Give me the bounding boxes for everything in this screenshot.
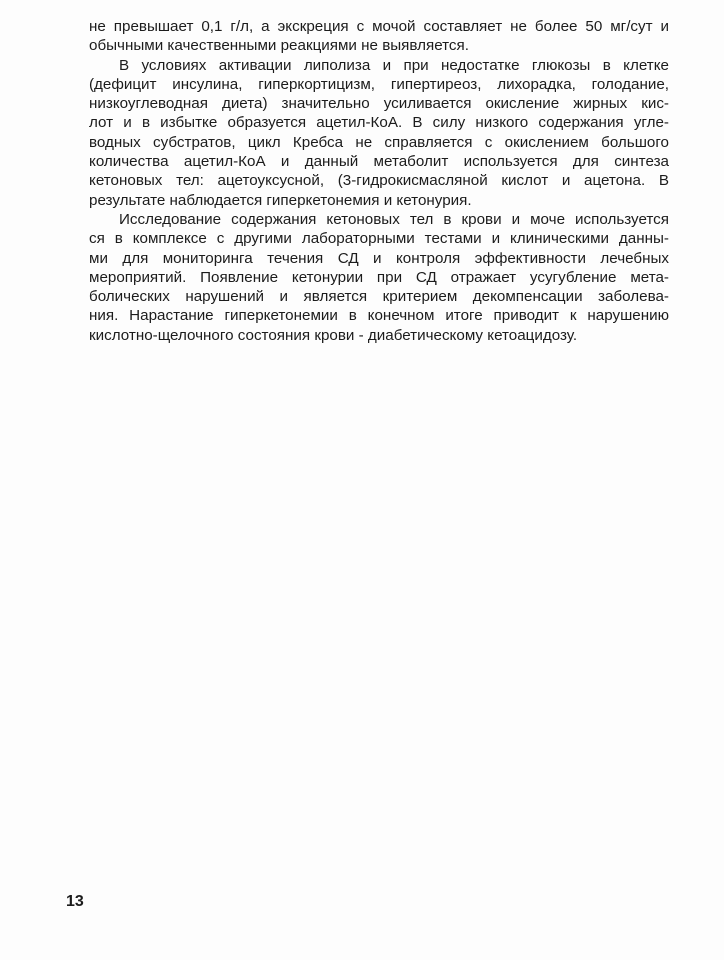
- text-line: болических нарушений и является критерием декомпенсации заболева-: [89, 288, 669, 306]
- text-line: ния. Нарастание гиперкетонемии в конечном итоге приводит к нарушению: [89, 307, 669, 325]
- page-number: 13: [66, 893, 84, 910]
- body-text: [89, 17, 669, 345]
- text-line: ся в комплексе с другими лабораторными тестами и клиническими данны-: [89, 230, 669, 248]
- text-line: обычными качественными реакциями не выявляется.: [89, 37, 469, 55]
- text-line: кислотно-щелочного состояния крови - диабетическому кетоацидозу.: [89, 326, 578, 344]
- text-line: низкоуглеводная диета) значительно усиливается окисление жирных кис-: [89, 95, 669, 113]
- text-line: Исследование содержания кетоновых тел в крови и моче используется: [119, 210, 669, 228]
- text-line: мероприятий. Появление кетонурии при СД отражает усугубление мета-: [89, 268, 669, 286]
- text-line: водных субстратов, цикл Кребса не справляется с окислением большого: [89, 133, 669, 151]
- text-line: лот и в избытке образуется ацетил-КоА. В силу низкого содержания угле-: [89, 114, 669, 132]
- text-line: результате наблюдается гиперкетонемия и кетонурия.: [89, 191, 472, 209]
- text-line: ми для мониторинга течения СД и контроля эффективности лечебных: [89, 249, 669, 267]
- text-line: кетоновых тел: ацетоуксусной, (3-гидрокисмасляной кислот и ацетона. В: [89, 172, 669, 190]
- text-line: (дефицит инсулина, гиперкортицизм, гипертиреоз, лихорадка, голодание,: [89, 75, 669, 93]
- text-line: В условиях активации липолиза и при недостатке глюкозы в клетке: [119, 56, 669, 74]
- text-line: количества ацетил-КоА и данный метаболит используется для синтеза: [89, 153, 669, 171]
- text-line: не превышает 0,1 г/л, а экскреция с мочой составляет не более 50 мг/сут и: [89, 18, 669, 35]
